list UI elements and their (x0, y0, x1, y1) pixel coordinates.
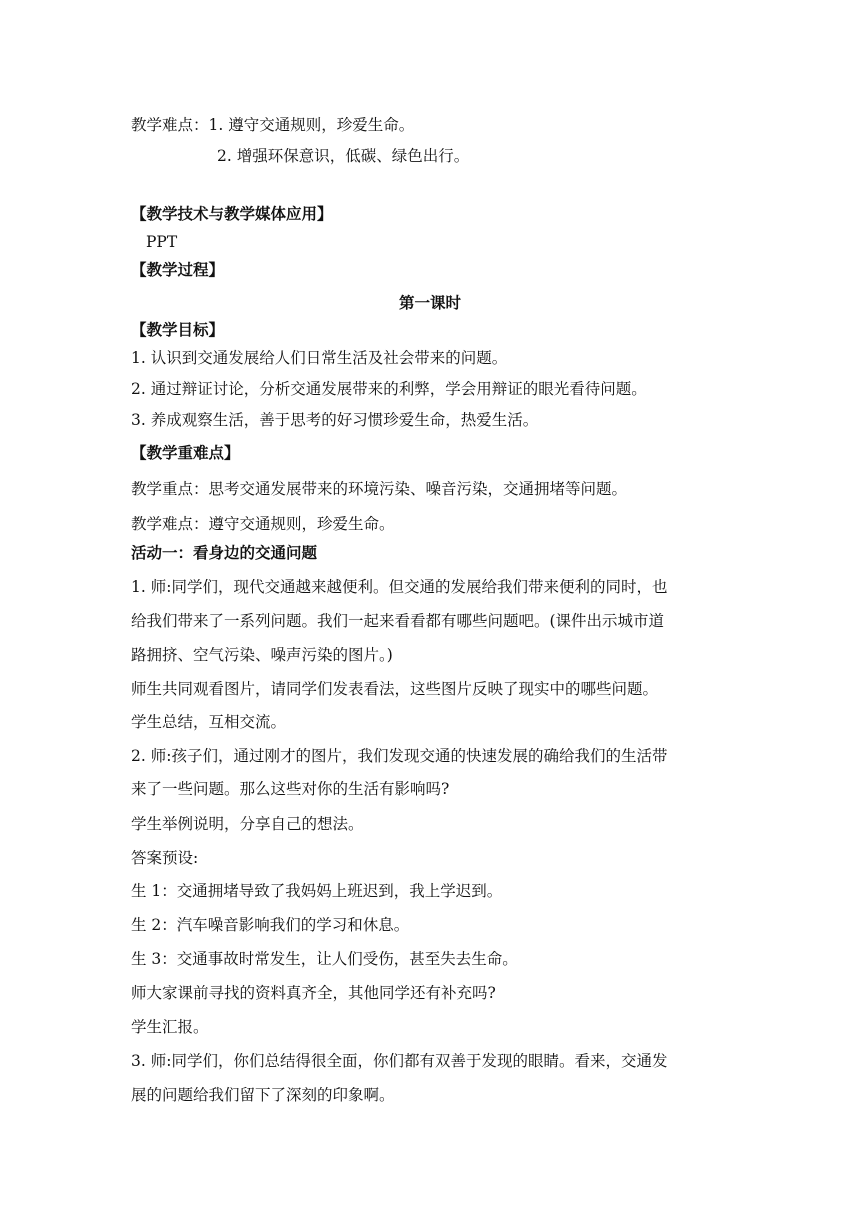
objective-item: 3. 养成观察生活，善于思考的好习惯珍爱生命，热爱生活。 (131, 411, 539, 429)
objective-item: 1. 认识到交通发展给人们日常生活及社会带来的问题。 (131, 349, 508, 367)
activity-line: 生 1：交通拥堵导致了我妈妈上班迟到，我上学迟到。 (131, 882, 503, 900)
activity-line: 2. 师:孩子们，通过刚才的图片，我们发现交通的快速发展的确给我们的生活带 (131, 747, 668, 765)
activity-line: 来了一些问题。那么这些对你的生活有影响吗? (131, 780, 450, 798)
tech-content: PPT (146, 233, 178, 251)
lesson-title: 第一课时 (398, 294, 461, 312)
teaching-difficulty: 教学难点：遵守交通规则，珍爱生命。 (131, 515, 395, 533)
activity-line: 学生汇报。 (131, 1018, 209, 1036)
activity-1-heading: 活动一：看身边的交通问题 (131, 544, 318, 562)
activity-line: 给我们带来了一系列问题。我们一起来看看都有哪些问题吧。(课件出示城市道 (131, 612, 665, 630)
difficulty-line-1 (131, 115, 414, 135)
objective-item: 2. 通过辩证讨论，分析交通发展带来的利弊，学会用辩证的眼光看待问题。 (131, 380, 647, 398)
activity-line: 展的问题给我们留下了深刻的印象啊。 (131, 1086, 395, 1104)
activity-line: 学生举例说明，分享自己的想法。 (131, 815, 364, 833)
activity-line: 答案预设: (131, 849, 199, 867)
difficulty-item-1: 1. 遵守交通规则，珍爱生命。 (208, 116, 415, 134)
tech-heading: 【教学技术与教学媒体应用】 (131, 205, 333, 223)
activity-line: 生 3：交通事故时常发生，让人们受伤，甚至失去生命。 (131, 950, 518, 968)
activity-line: 师大家课前寻找的资料真齐全，其他同学还有补充吗? (131, 984, 496, 1002)
activity-line: 生 2：汽车噪音影响我们的学习和休息。 (131, 916, 410, 934)
activity-line: 路拥挤、空气污染、噪声污染的图片。) (131, 646, 393, 664)
objectives-heading: 【教学目标】 (131, 321, 225, 339)
difficulty-label: 教学难点： (131, 116, 209, 134)
difficulty-item-2: 2. 增强环保意识，低碳、绿色出行。 (217, 147, 470, 165)
process-heading: 【教学过程】 (131, 261, 225, 279)
activity-line: 3. 师:同学们，你们总结得很全面，你们都有双善于发现的眼睛。看来，交通发 (131, 1052, 668, 1070)
key-points-heading: 【教学重难点】 (131, 444, 240, 462)
teaching-focus: 教学重点：思考交通发展带来的环境污染、噪音污染，交通拥堵等问题。 (131, 480, 628, 498)
activity-line: 学生总结，互相交流。 (131, 713, 287, 731)
activity-line: 师生共同观看图片，请同学们发表看法，这些图片反映了现实中的哪些问题。 (131, 680, 659, 698)
activity-line: 1. 师:同学们，现代交通越来越便利。但交通的发展给我们带来便利的同时，也 (131, 578, 668, 596)
